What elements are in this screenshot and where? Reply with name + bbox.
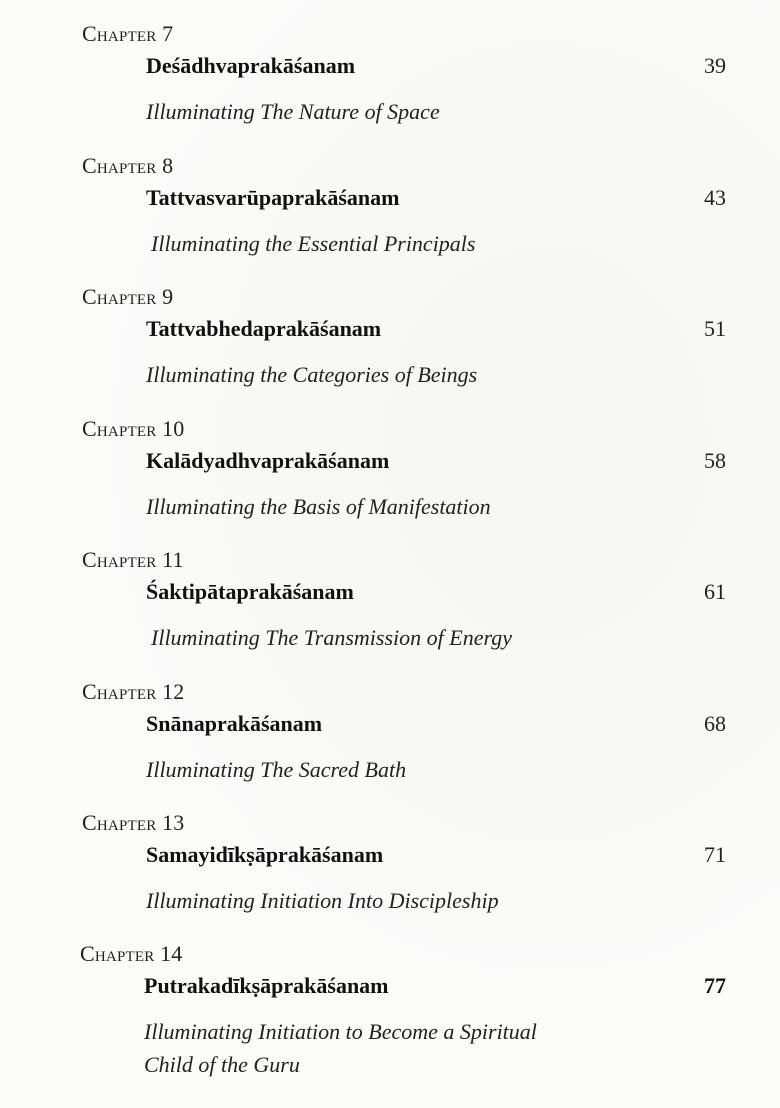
page-number: 77 — [704, 973, 726, 998]
chapter-title: Snānaprakāśanam — [146, 711, 323, 736]
chapter-title: Kalādyadhvaprakāśanam — [146, 448, 390, 473]
page-number: 43 — [704, 185, 726, 210]
chapter-title: Śaktipātaprakāśanam — [146, 579, 354, 604]
chapter-label: Chapter 14 — [80, 941, 183, 966]
chapter-title: Putrakadīkṣāprakāśanam — [144, 973, 389, 998]
chapter-label: Chapter 13 — [82, 810, 185, 835]
page-number: 39 — [704, 53, 726, 78]
chapter-subtitle: Illuminating The Nature of Space — [146, 99, 440, 124]
chapter-subtitle: Illuminating Initiation to Become a Spiritual Child of the Guru — [144, 1019, 537, 1077]
chapter-subtitle: Illuminating the Essential Principals — [151, 231, 476, 256]
chapter-label: Chapter 7 — [82, 21, 174, 46]
chapter-title: Tattvabhedaprakāśanam — [146, 316, 382, 341]
chapter-subtitle: Illuminating The Sacred Bath — [146, 757, 407, 782]
chapter-label: Chapter 12 — [82, 679, 185, 704]
chapter-subtitle: Illuminating The Transmission of Energy — [151, 625, 512, 650]
chapter-label: Chapter 11 — [82, 547, 184, 572]
page-number: 51 — [704, 316, 726, 341]
page-number: 68 — [704, 711, 726, 736]
page-number: 58 — [704, 448, 726, 473]
chapter-label: Chapter 10 — [82, 416, 185, 441]
chapter-subtitle: Illuminating the Basis of Manifestation — [146, 494, 491, 519]
chapter-subtitle: Illuminating the Categories of Beings — [146, 362, 478, 387]
chapter-label: Chapter 9 — [82, 284, 174, 309]
page-number: 71 — [704, 842, 726, 867]
page-number: 61 — [704, 579, 726, 604]
chapter-label: Chapter 8 — [82, 153, 174, 178]
chapter-title: Tattvasvarūpaprakāśanam — [146, 185, 400, 210]
chapter-subtitle: Illuminating Initiation Into Discipleship — [146, 888, 499, 913]
chapter-title: Samayidīkṣāprakāśanam — [146, 842, 384, 867]
chapter-title: Deśādhvaprakāśanam — [146, 53, 356, 78]
